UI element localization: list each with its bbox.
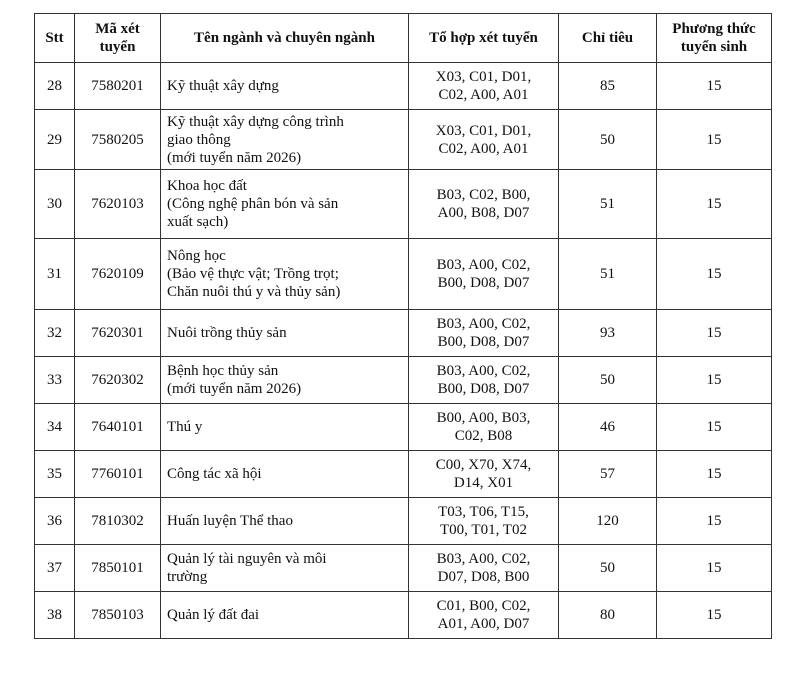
cell-ten: Kỹ thuật xây dựng công trình giao thông (mới tuyển năm 2026) — [161, 110, 409, 170]
header-phuong-thuc: Phương thức tuyển sinh — [657, 14, 772, 63]
cell-phuongthuc: 15 — [657, 592, 772, 639]
cell-chitieu: 80 — [559, 592, 657, 639]
cell-tohop: B03, A00, C02, B00, D08, D07 — [409, 239, 559, 310]
table-row — [35, 545, 772, 592]
cell-ten: Thú y — [161, 404, 409, 451]
cell-chitieu: 85 — [559, 63, 657, 110]
table-row — [35, 404, 772, 451]
cell-stt: 28 — [35, 63, 75, 110]
cell-phuongthuc: 15 — [657, 170, 772, 239]
table-row — [35, 357, 772, 404]
table-row — [35, 110, 772, 170]
header-ma-xet-tuyen: Mã xét tuyển — [75, 14, 161, 63]
cell-stt: 32 — [35, 310, 75, 357]
cell-ten: Kỹ thuật xây dựng — [161, 63, 409, 110]
cell-stt: 29 — [35, 110, 75, 170]
table-row — [35, 592, 772, 639]
cell-phuongthuc: 15 — [657, 110, 772, 170]
cell-ma: 7760101 — [75, 451, 161, 498]
cell-stt: 34 — [35, 404, 75, 451]
cell-ma: 7850103 — [75, 592, 161, 639]
cell-ten: Quản lý tài nguyên và môi trường — [161, 545, 409, 592]
cell-tohop: B03, A00, C02, D07, D08, B00 — [409, 545, 559, 592]
cell-ma: 7580205 — [75, 110, 161, 170]
cell-stt: 31 — [35, 239, 75, 310]
table-row — [35, 498, 772, 545]
cell-phuongthuc: 15 — [657, 404, 772, 451]
cell-stt: 36 — [35, 498, 75, 545]
cell-ten: Nông học (Bảo vệ thực vật; Trồng trọt; Chăn nuôi thú y và thủy sản) — [161, 239, 409, 310]
cell-ma: 7620109 — [75, 239, 161, 310]
cell-stt: 33 — [35, 357, 75, 404]
cell-phuongthuc: 15 — [657, 357, 772, 404]
cell-stt: 35 — [35, 451, 75, 498]
header-stt: Stt — [35, 14, 75, 63]
table-body — [35, 63, 772, 639]
cell-tohop: C00, X70, X74, D14, X01 — [409, 451, 559, 498]
cell-ten: Huấn luyện Thể thao — [161, 498, 409, 545]
cell-stt: 38 — [35, 592, 75, 639]
table-row — [35, 170, 772, 239]
cell-ten: Nuôi trồng thủy sản — [161, 310, 409, 357]
cell-tohop: X03, C01, D01, C02, A00, A01 — [409, 110, 559, 170]
table-row — [35, 239, 772, 310]
cell-chitieu: 51 — [559, 239, 657, 310]
cell-ma: 7850101 — [75, 545, 161, 592]
cell-tohop: B03, A00, C02, B00, D08, D07 — [409, 310, 559, 357]
cell-tohop: C01, B00, C02, A01, A00, D07 — [409, 592, 559, 639]
table-row — [35, 310, 772, 357]
cell-phuongthuc: 15 — [657, 498, 772, 545]
cell-ma: 7620103 — [75, 170, 161, 239]
table-row — [35, 63, 772, 110]
cell-stt: 37 — [35, 545, 75, 592]
admission-table — [34, 13, 772, 639]
cell-ma: 7580201 — [75, 63, 161, 110]
table-row — [35, 451, 772, 498]
cell-chitieu: 50 — [559, 110, 657, 170]
cell-chitieu: 51 — [559, 170, 657, 239]
cell-ten: Quản lý đất đai — [161, 592, 409, 639]
cell-ten: Bệnh học thủy sản (mới tuyển năm 2026) — [161, 357, 409, 404]
header-to-hop: Tổ hợp xét tuyển — [409, 14, 559, 63]
cell-ma: 7620301 — [75, 310, 161, 357]
cell-phuongthuc: 15 — [657, 63, 772, 110]
cell-tohop: B00, A00, B03, C02, B08 — [409, 404, 559, 451]
cell-tohop: X03, C01, D01, C02, A00, A01 — [409, 63, 559, 110]
header-ten-nganh: Tên ngành và chuyên ngành — [161, 14, 409, 63]
cell-phuongthuc: 15 — [657, 451, 772, 498]
cell-phuongthuc: 15 — [657, 310, 772, 357]
cell-chitieu: 57 — [559, 451, 657, 498]
table-header — [35, 14, 772, 63]
cell-chitieu: 50 — [559, 357, 657, 404]
cell-ten: Khoa học đất (Công nghệ phân bón và sản xuất sạch) — [161, 170, 409, 239]
cell-stt: 30 — [35, 170, 75, 239]
cell-chitieu: 120 — [559, 498, 657, 545]
cell-phuongthuc: 15 — [657, 545, 772, 592]
header-row — [35, 14, 772, 63]
cell-tohop: T03, T06, T15, T00, T01, T02 — [409, 498, 559, 545]
cell-ma: 7810302 — [75, 498, 161, 545]
cell-ten: Công tác xã hội — [161, 451, 409, 498]
cell-ma: 7620302 — [75, 357, 161, 404]
cell-chitieu: 93 — [559, 310, 657, 357]
header-chi-tieu: Chỉ tiêu — [559, 14, 657, 63]
cell-chitieu: 46 — [559, 404, 657, 451]
cell-phuongthuc: 15 — [657, 239, 772, 310]
cell-tohop: B03, C02, B00, A00, B08, D07 — [409, 170, 559, 239]
cell-chitieu: 50 — [559, 545, 657, 592]
cell-ma: 7640101 — [75, 404, 161, 451]
cell-tohop: B03, A00, C02, B00, D08, D07 — [409, 357, 559, 404]
